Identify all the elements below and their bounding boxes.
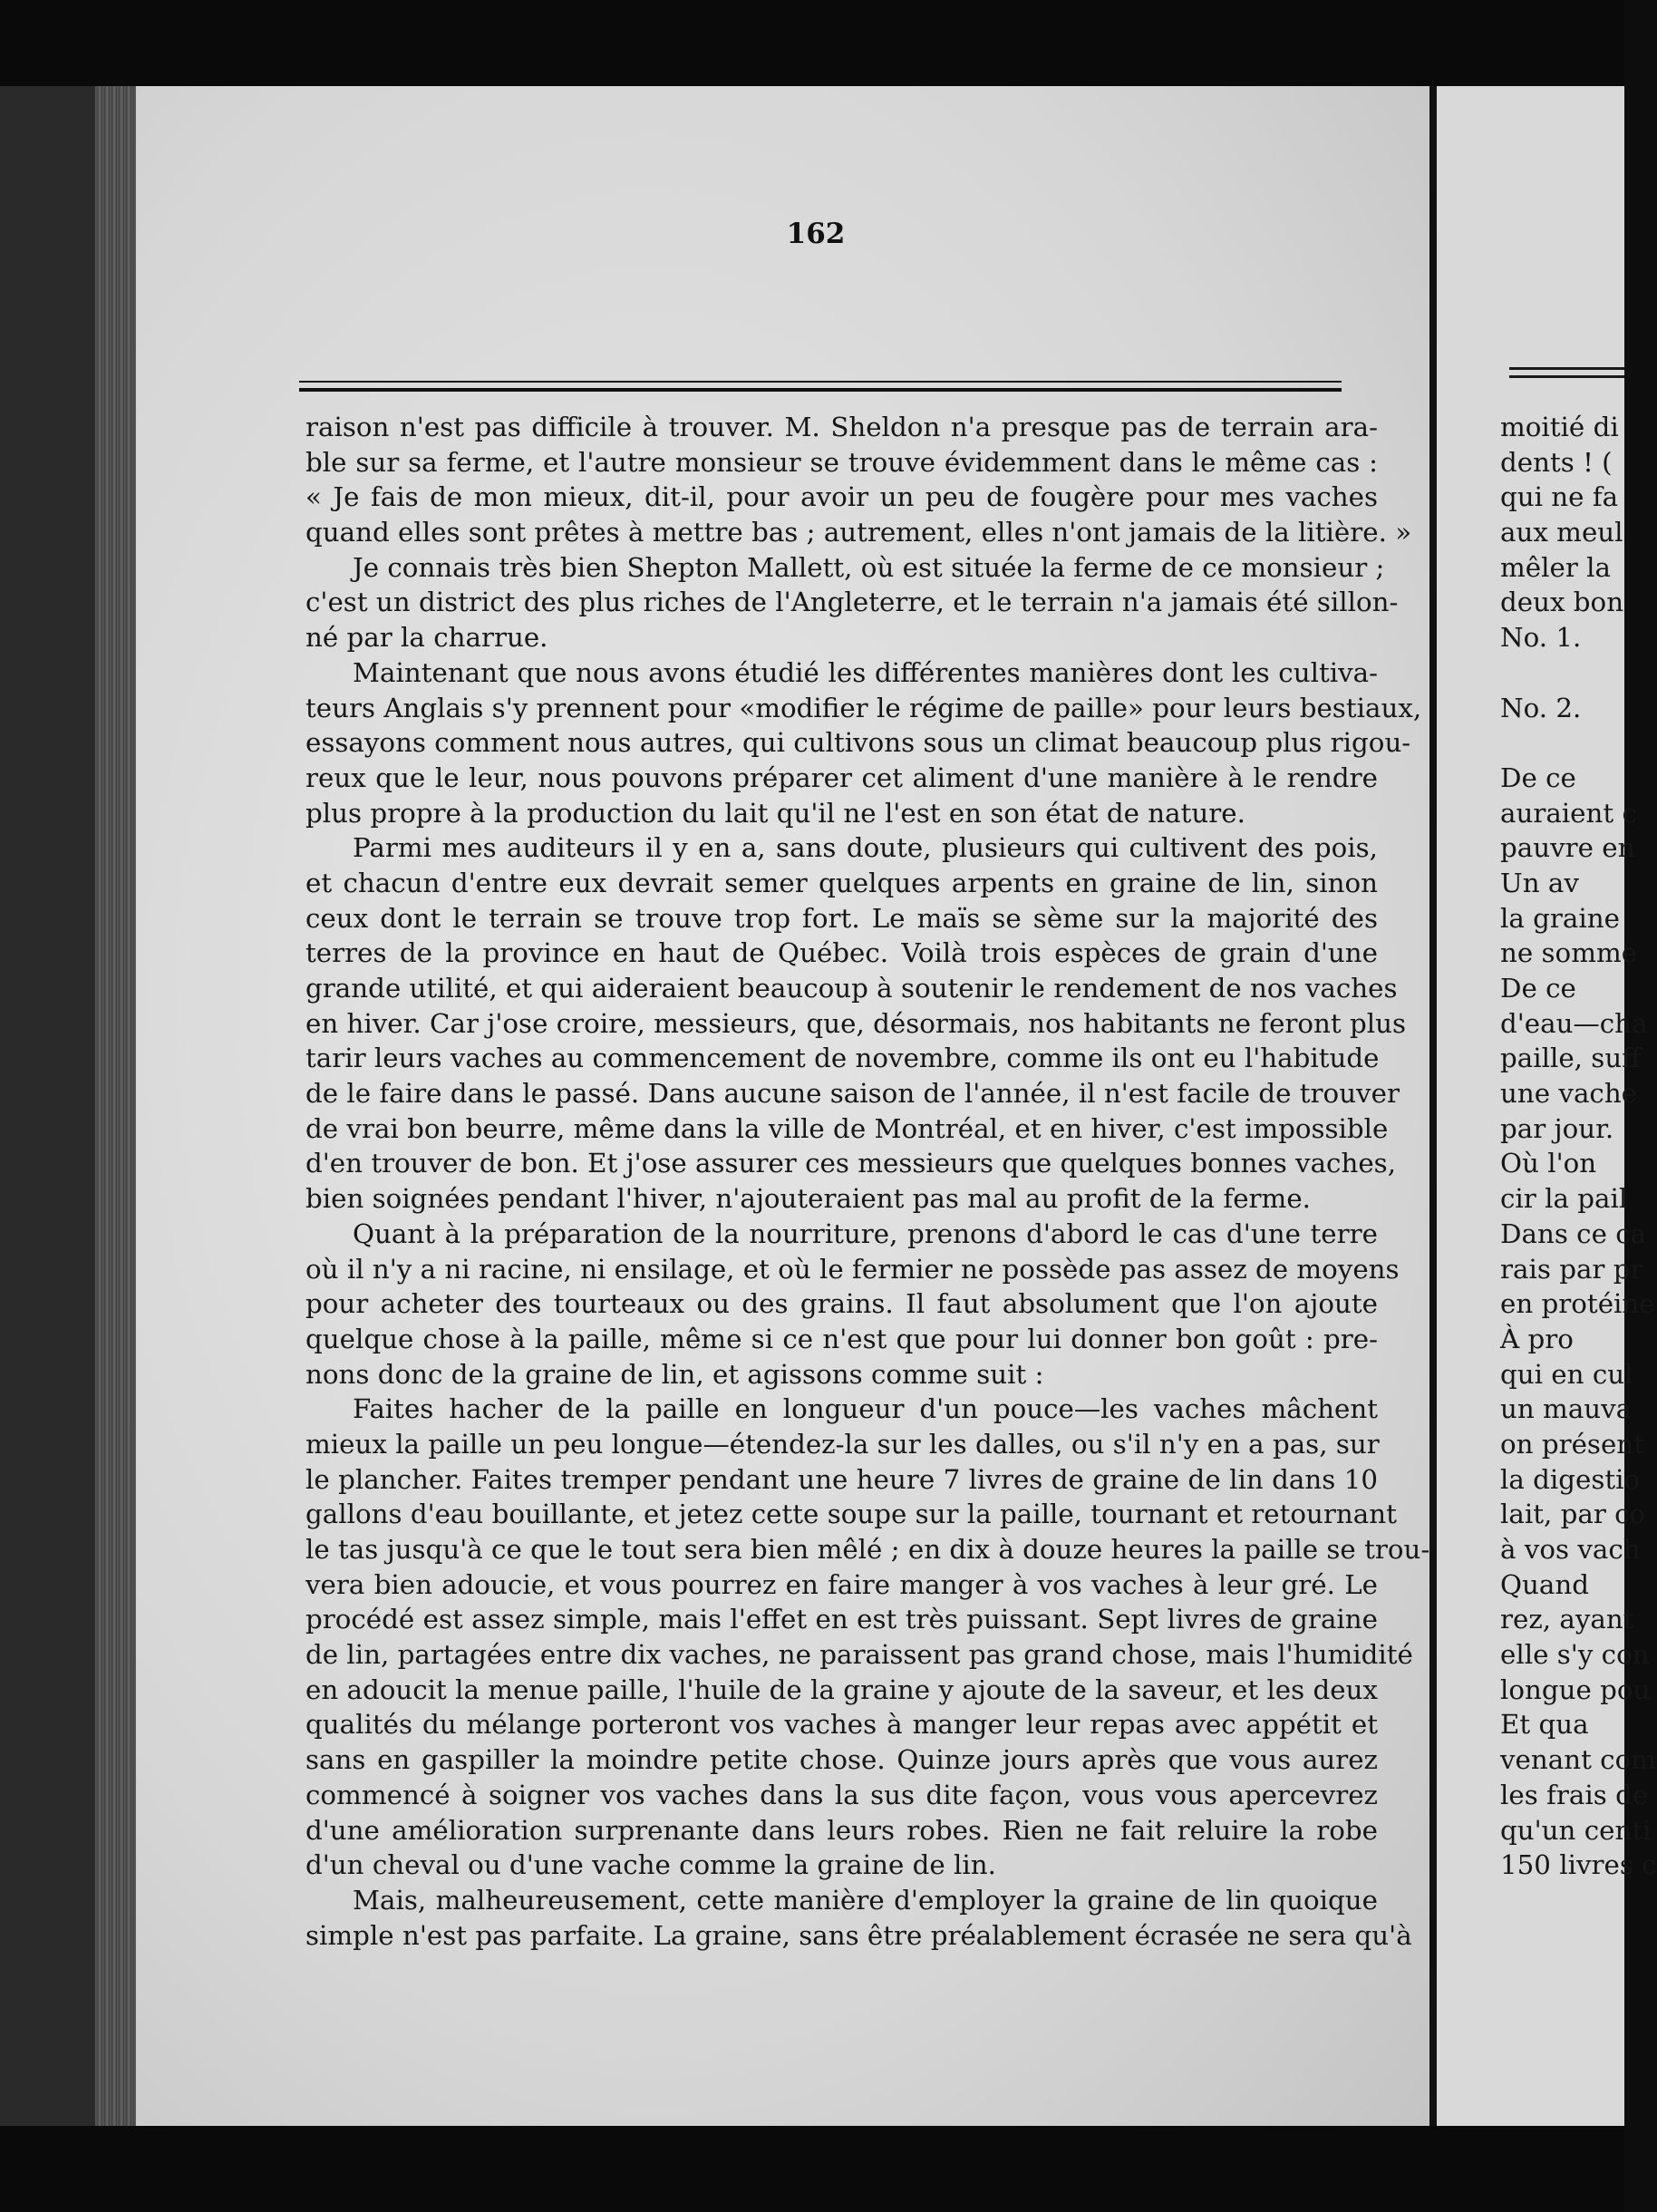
text-line: vera bien adoucie, et vous pourrez en faire manger à vos vaches à leur gré. Le xyxy=(305,1568,1378,1600)
text-line: commencé à soigner vos vaches dans la sus dite façon, vous vous apercevrez xyxy=(305,1779,1378,1810)
right-text-fragment: auraient c xyxy=(1500,797,1637,829)
right-text-fragment: rais par pr xyxy=(1500,1253,1643,1285)
text-line: bien soignées pendant l'hiver, n'ajouteraient pas mal au profit de la ferme. xyxy=(305,1183,1311,1215)
right-text-fragment: qui ne fa xyxy=(1500,481,1619,513)
right-text-fragment: qu'un centi xyxy=(1500,1814,1652,1846)
text-line: le plancher. Faites tremper pendant une heure 7 livres de graine de lin dans 10 xyxy=(305,1463,1378,1495)
text-line: en adoucit la menue paille, l'huile de la graine y ajoute de la saveur, et les deux xyxy=(305,1674,1378,1705)
right-page-body xyxy=(1500,410,1657,1883)
right-text-fragment: cir la pail xyxy=(1500,1183,1628,1215)
right-text-fragment: Un av xyxy=(1500,867,1579,898)
right-text-fragment: moitié di xyxy=(1500,412,1619,442)
scan-left-border xyxy=(0,86,95,2126)
text-line: tarir leurs vaches au commencement de novembre, comme ils ont eu l'habitude xyxy=(305,1043,1380,1074)
text-line: d'une amélioration surprenante dans leurs robes. Rien ne fait reluire la robe xyxy=(305,1814,1378,1846)
right-text-fragment: la digestio xyxy=(1500,1463,1641,1495)
right-text-fragment: pauvre en xyxy=(1500,832,1635,864)
text-line: qualités du mélange porteront vos vaches à manger leur repas avec appétit et xyxy=(305,1709,1378,1741)
right-text-fragment: qui en cul xyxy=(1500,1358,1633,1390)
text-line: et chacun d'entre eux devrait semer quelques arpents en graine de lin, sinon xyxy=(305,867,1378,898)
right-text-fragment xyxy=(1500,725,1657,761)
scan-top-border xyxy=(0,0,1624,86)
text-line: mieux la paille un peu longue—étendez-la sur les dalles, ou s'il n'y en a pas, sur xyxy=(305,1428,1380,1460)
text-line: pour acheter des tourteaux ou des grains. Il faut absolument que l'on ajoute xyxy=(305,1288,1378,1320)
text-line: Je connais très bien Shepton Mallett, où est située la ferme de ce monsieur ; xyxy=(353,551,1385,583)
right-text-fragment: rez, ayant xyxy=(1500,1604,1634,1635)
text-line: simple n'est pas parfaite. La graine, sans être préalablement écrasée ne sera qu'à xyxy=(305,1919,1412,1951)
right-text-fragment: une vache xyxy=(1500,1078,1638,1110)
text-line: plus propre à la production du lait qu'il ne l'est en son état de nature. xyxy=(305,797,1245,829)
text-line: reux que le leur, nous pouvons préparer cet aliment d'une manière à le rendre xyxy=(305,762,1378,793)
text-line: Maintenant que nous avons étudié les différentes manières dont les cultiva- xyxy=(353,656,1378,688)
text-line: Parmi mes auditeurs il y en a, sans doute, plusieurs qui cultivent des pois, xyxy=(353,832,1378,864)
text-line: Mais, malheureusement, cette manière d'employer la graine de lin quoique xyxy=(353,1884,1378,1916)
right-text-fragment: paille, suff xyxy=(1500,1043,1642,1074)
right-text-fragment: Et qua xyxy=(1500,1709,1589,1741)
text-line: en hiver. Car j'ose croire, messieurs, que, désormais, nos habitants ne feront plus xyxy=(305,1007,1407,1039)
right-text-fragment: à vos vach xyxy=(1500,1534,1641,1565)
text-line: gallons d'eau bouillante, et jetez cette soupe sur la paille, tournant et retournant xyxy=(305,1499,1397,1530)
right-text-fragment: on présent xyxy=(1500,1428,1644,1460)
right-text-fragment: par jour. xyxy=(1500,1112,1614,1144)
scan-bottom-border xyxy=(0,2126,1624,2212)
text-line: Faites hacher de la paille en longueur d'un pouce—les vaches mâchent xyxy=(353,1393,1378,1425)
text-line: ceux dont le terrain se trouve trop fort. Le maïs se sème sur la majorité des xyxy=(305,902,1378,934)
right-text-fragment: mêler la xyxy=(1500,551,1611,583)
text-line: raison n'est pas difficile à trouver. M. Sheldon n'a presque pas de terrain ara- xyxy=(305,412,1378,442)
right-text-fragment: un mauva xyxy=(1500,1393,1633,1425)
text-line: quelque chose à la paille, même si ce n'est que pour lui donner bon goût : pre- xyxy=(305,1323,1378,1354)
text-line: essayons comment nous autres, qui cultivons sous un climat beaucoup plus rigou- xyxy=(305,727,1411,759)
text-line: d'en trouver de bon. Et j'ose assurer ces messieurs que quelques bonnes vaches, xyxy=(305,1148,1397,1179)
book-page-edges xyxy=(95,86,136,2126)
text-line: où il n'y a ni racine, ni ensilage, et où le fermier ne possède pas assez de moyens xyxy=(305,1253,1400,1285)
text-line: nons donc de la graine de lin, et agissons comme suit : xyxy=(305,1358,1044,1390)
right-text-fragment: elle s'y con xyxy=(1500,1639,1650,1671)
right-text-fragment: lait, par co xyxy=(1500,1499,1646,1530)
text-line: terres de la province en haut de Québec. Voilà trois espèces de grain d'une xyxy=(305,937,1378,969)
text-line: né par la charrue. xyxy=(305,622,548,654)
right-text-fragment: dents ! ( xyxy=(1500,446,1613,478)
text-line: de le faire dans le passé. Dans aucune saison de l'année, il n'est facile de trouver xyxy=(305,1078,1400,1110)
text-line: le tas jusqu'à ce que le tout sera bien mêlé ; en dix à douze heures la paille se trou- xyxy=(305,1534,1430,1565)
right-text-fragment: Où l'on xyxy=(1500,1148,1597,1179)
right-text-fragment: Quand xyxy=(1500,1568,1589,1600)
text-line: sans en gaspiller la moindre petite chose. Quinze jours après que vous aurez xyxy=(305,1744,1378,1776)
right-text-fragment xyxy=(1500,655,1657,691)
text-line: de vrai bon beurre, même dans la ville de Montréal, et en hiver, c'est impossible xyxy=(305,1112,1389,1144)
header-rule-thin xyxy=(299,381,1342,383)
right-text-fragment: deux bon xyxy=(1500,587,1624,618)
right-header-rule xyxy=(1509,367,1624,370)
page-number: 162 xyxy=(786,218,846,250)
right-text-fragment: d'eau—cha xyxy=(1500,1007,1648,1039)
text-line: grande utilité, et qui aideraient beaucoup à soutenir le rendement de nos vaches xyxy=(305,973,1398,1004)
text-line: teurs Anglais s'y prennent pour «modifier le régime de paille» pour leurs bestiaux, xyxy=(305,692,1422,723)
right-text-fragment: À pro xyxy=(1500,1323,1574,1354)
right-text-fragment: Dans ce ca xyxy=(1500,1218,1647,1249)
text-line: quand elles sont prêtes à mettre bas ; autrement, elles n'ont jamais de la litière. » xyxy=(305,517,1412,548)
text-line: ble sur sa ferme, et l'autre monsieur se trouve évidemment dans le même cas : xyxy=(305,446,1378,478)
text-line: « Je fais de mon mieux, dit-il, pour avoir un peu de fougère pour mes vaches xyxy=(305,481,1378,513)
right-text-fragment: la graine xyxy=(1500,902,1620,934)
text-line: procédé est assez simple, mais l'effet en est très puissant. Sept livres de graine xyxy=(305,1604,1378,1635)
right-text-fragment: De ce xyxy=(1500,973,1576,1004)
right-text-fragment: ne somme xyxy=(1500,937,1638,969)
header-rule-thick xyxy=(299,388,1342,392)
book-gutter xyxy=(1429,86,1437,2126)
right-text-fragment: longue pou xyxy=(1500,1674,1651,1705)
right-text-fragment: 150 livres c xyxy=(1500,1849,1657,1881)
right-text-fragment: No. 2. xyxy=(1500,692,1582,723)
right-text-fragment: les frais de xyxy=(1500,1779,1649,1810)
left-page-body xyxy=(305,410,1430,1953)
right-text-fragment: venant com xyxy=(1500,1744,1657,1776)
right-header-rule-2 xyxy=(1509,375,1624,378)
text-line: de lin, partagées entre dix vaches, ne paraissent pas grand chose, mais l'humidité xyxy=(305,1639,1413,1671)
text-line: Quant à la préparation de la nourriture, prenons d'abord le cas d'une terre xyxy=(353,1218,1378,1249)
right-text-fragment: aux meul xyxy=(1500,517,1623,548)
text-line: d'un cheval ou d'une vache comme la graine de lin. xyxy=(305,1849,996,1881)
right-text-fragment: en protéine xyxy=(1500,1288,1655,1320)
right-text-fragment: No. 1. xyxy=(1500,622,1582,654)
text-line: c'est un district des plus riches de l'Angleterre, et le terrain n'a jamais été sillon- xyxy=(305,587,1399,618)
right-text-fragment: De ce xyxy=(1500,762,1576,793)
